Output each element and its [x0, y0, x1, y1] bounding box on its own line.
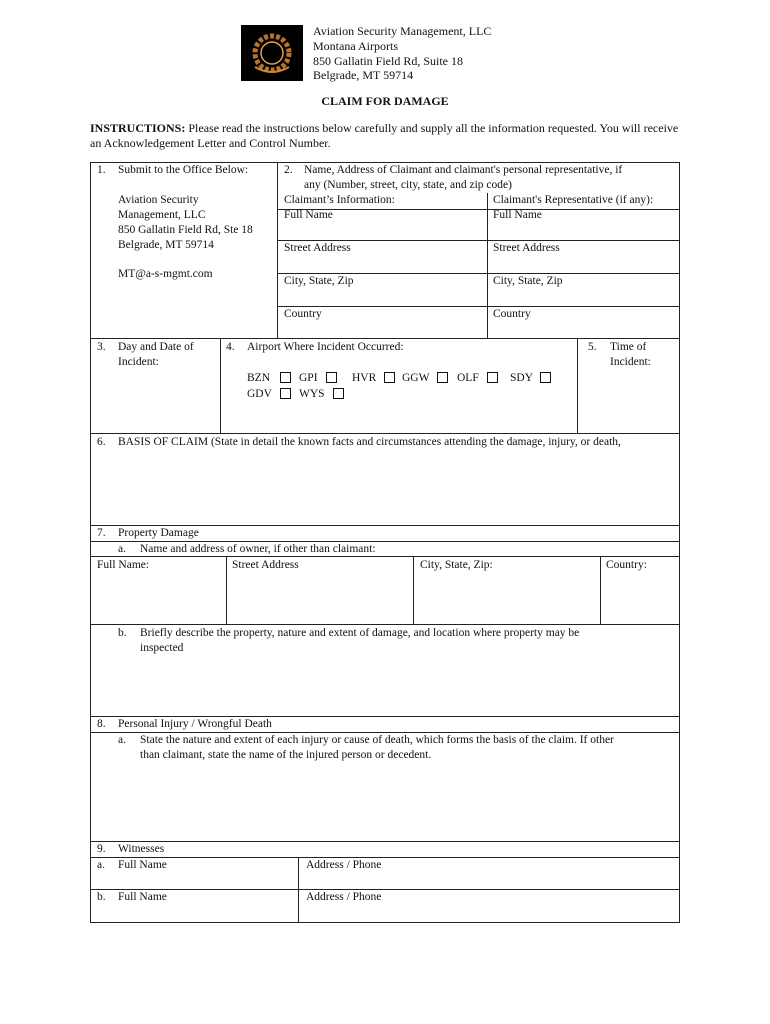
instructions-label: INSTRUCTIONS: — [90, 121, 186, 135]
office-email: MT@a-s-mgmt.com — [118, 268, 213, 280]
witness-b-number: b. — [97, 891, 106, 903]
section7a-label: Name and address of owner, if other than claimant: — [140, 543, 376, 555]
rep-street-field[interactable]: Street Address — [493, 242, 560, 254]
airport-checkbox[interactable] — [333, 388, 344, 399]
company-logo — [241, 25, 303, 81]
airport-label: WYS — [299, 388, 325, 400]
representative-header: Claimant's Representative (if any): — [493, 194, 654, 206]
section8-label: Personal Injury / Wrongful Death — [118, 718, 272, 730]
claimant-city-field[interactable]: City, State, Zip — [284, 275, 354, 287]
section3-number: 3. — [97, 341, 106, 353]
section4-label: Airport Where Incident Occurred: — [247, 341, 404, 353]
section7a-number: a. — [118, 543, 126, 555]
owner-country-field[interactable]: Country: — [606, 559, 647, 571]
office-line-3: 850 Gallatin Field Rd, Ste 18 — [118, 224, 253, 236]
section9-label: Witnesses — [118, 843, 165, 855]
airport-label: BZN — [247, 372, 270, 384]
section7b-label-1: Briefly describe the property, nature and extent of damage, and location where property may be — [140, 627, 580, 639]
airport-checkbox[interactable] — [280, 388, 291, 399]
section6-label: BASIS OF CLAIM (State in detail the known facts and circumstances attending the damage, injury, or death, — [118, 436, 621, 448]
airport-label: HVR — [352, 372, 377, 384]
section8a-label-2: than claimant, state the name of the injured person or decedent. — [140, 749, 432, 761]
section7-label: Property Damage — [118, 527, 199, 539]
airport-label: GDV — [247, 388, 272, 400]
section2-label-1: Name, Address of Claimant and claimant's personal representative, if — [304, 164, 623, 176]
witness-a-name-field[interactable]: Full Name — [118, 859, 167, 871]
airport-checkbox[interactable] — [487, 372, 498, 383]
rep-city-field[interactable]: City, State, Zip — [493, 275, 563, 287]
rep-full-name-field[interactable]: Full Name — [493, 209, 542, 221]
airport-checkbox[interactable] — [280, 372, 291, 383]
basis-of-claim-field[interactable] — [92, 452, 678, 523]
section8-number: 8. — [97, 718, 106, 730]
witness-a-address-field[interactable]: Address / Phone — [306, 859, 382, 871]
claimant-street-field[interactable]: Street Address — [284, 242, 351, 254]
office-line-1: Aviation Security — [118, 194, 199, 206]
org-address: 850 Gallatin Field Rd, Suite 18 — [313, 54, 463, 68]
section3-label-1: Day and Date of — [118, 341, 194, 353]
airport-checkbox[interactable] — [437, 372, 448, 383]
instructions — [90, 121, 682, 151]
page-title: CLAIM FOR DAMAGE — [321, 94, 449, 108]
office-line-4: Belgrade, MT 59714 — [118, 239, 214, 251]
airport-label: GPI — [299, 372, 318, 384]
witness-b-address-field[interactable]: Address / Phone — [306, 891, 382, 903]
claimant-info-header: Claimant’s Information: — [284, 194, 395, 206]
org-name: Aviation Security Management, LLC — [313, 24, 492, 38]
section1-number: 1. — [97, 164, 106, 176]
instructions-text: Please read the instructions below carefully and supply all the information requested. You will receive an Acknowledgement Letter and Control Number. — [90, 121, 679, 150]
witness-b-name-field[interactable]: Full Name — [118, 891, 167, 903]
owner-full-name-field[interactable]: Full Name: — [97, 559, 150, 571]
claimant-full-name-field[interactable]: Full Name — [284, 209, 333, 221]
airport-checkbox[interactable] — [540, 372, 551, 383]
airport-label: GGW — [402, 372, 430, 384]
section4-number: 4. — [226, 341, 235, 353]
section2-label-2: any (Number, street, city, state, and zip code) — [304, 179, 512, 191]
claimant-country-field[interactable]: Country — [284, 308, 322, 320]
airport-label: OLF — [457, 372, 479, 384]
airport-label: SDY — [510, 372, 534, 384]
owner-city-field[interactable]: City, State, Zip: — [420, 559, 493, 571]
owner-street-field[interactable]: Street Address — [232, 559, 299, 571]
section5-label-1: Time of — [610, 341, 647, 353]
airport-checkbox[interactable] — [326, 372, 337, 383]
section2-number: 2. — [284, 164, 293, 176]
section5-label-2: Incident: — [610, 356, 651, 368]
property-description-field[interactable] — [92, 658, 678, 714]
section6-number: 6. — [97, 436, 106, 448]
section5-number: 5. — [588, 341, 597, 353]
airport-checkbox[interactable] — [384, 372, 395, 383]
section7b-number: b. — [118, 627, 127, 639]
injury-description-field[interactable] — [92, 766, 678, 839]
section8a-label-1: State the nature and extent of each injury or cause of death, which forms the basis of the claim. If other — [140, 734, 614, 746]
office-line-2: Management, LLC — [118, 209, 206, 221]
section7b-label-2: inspected — [140, 642, 184, 654]
section7-number: 7. — [97, 527, 106, 539]
section8a-number: a. — [118, 734, 126, 746]
org-subtitle: Montana Airports — [313, 39, 398, 53]
wreath-logo-icon — [241, 25, 303, 81]
section3-label-2: Incident: — [118, 356, 159, 368]
org-city: Belgrade, MT 59714 — [313, 68, 414, 82]
section1-label: Submit to the Office Below: — [118, 164, 249, 176]
rep-country-field[interactable]: Country — [493, 308, 531, 320]
section9-number: 9. — [97, 843, 106, 855]
witness-a-number: a. — [97, 859, 105, 871]
